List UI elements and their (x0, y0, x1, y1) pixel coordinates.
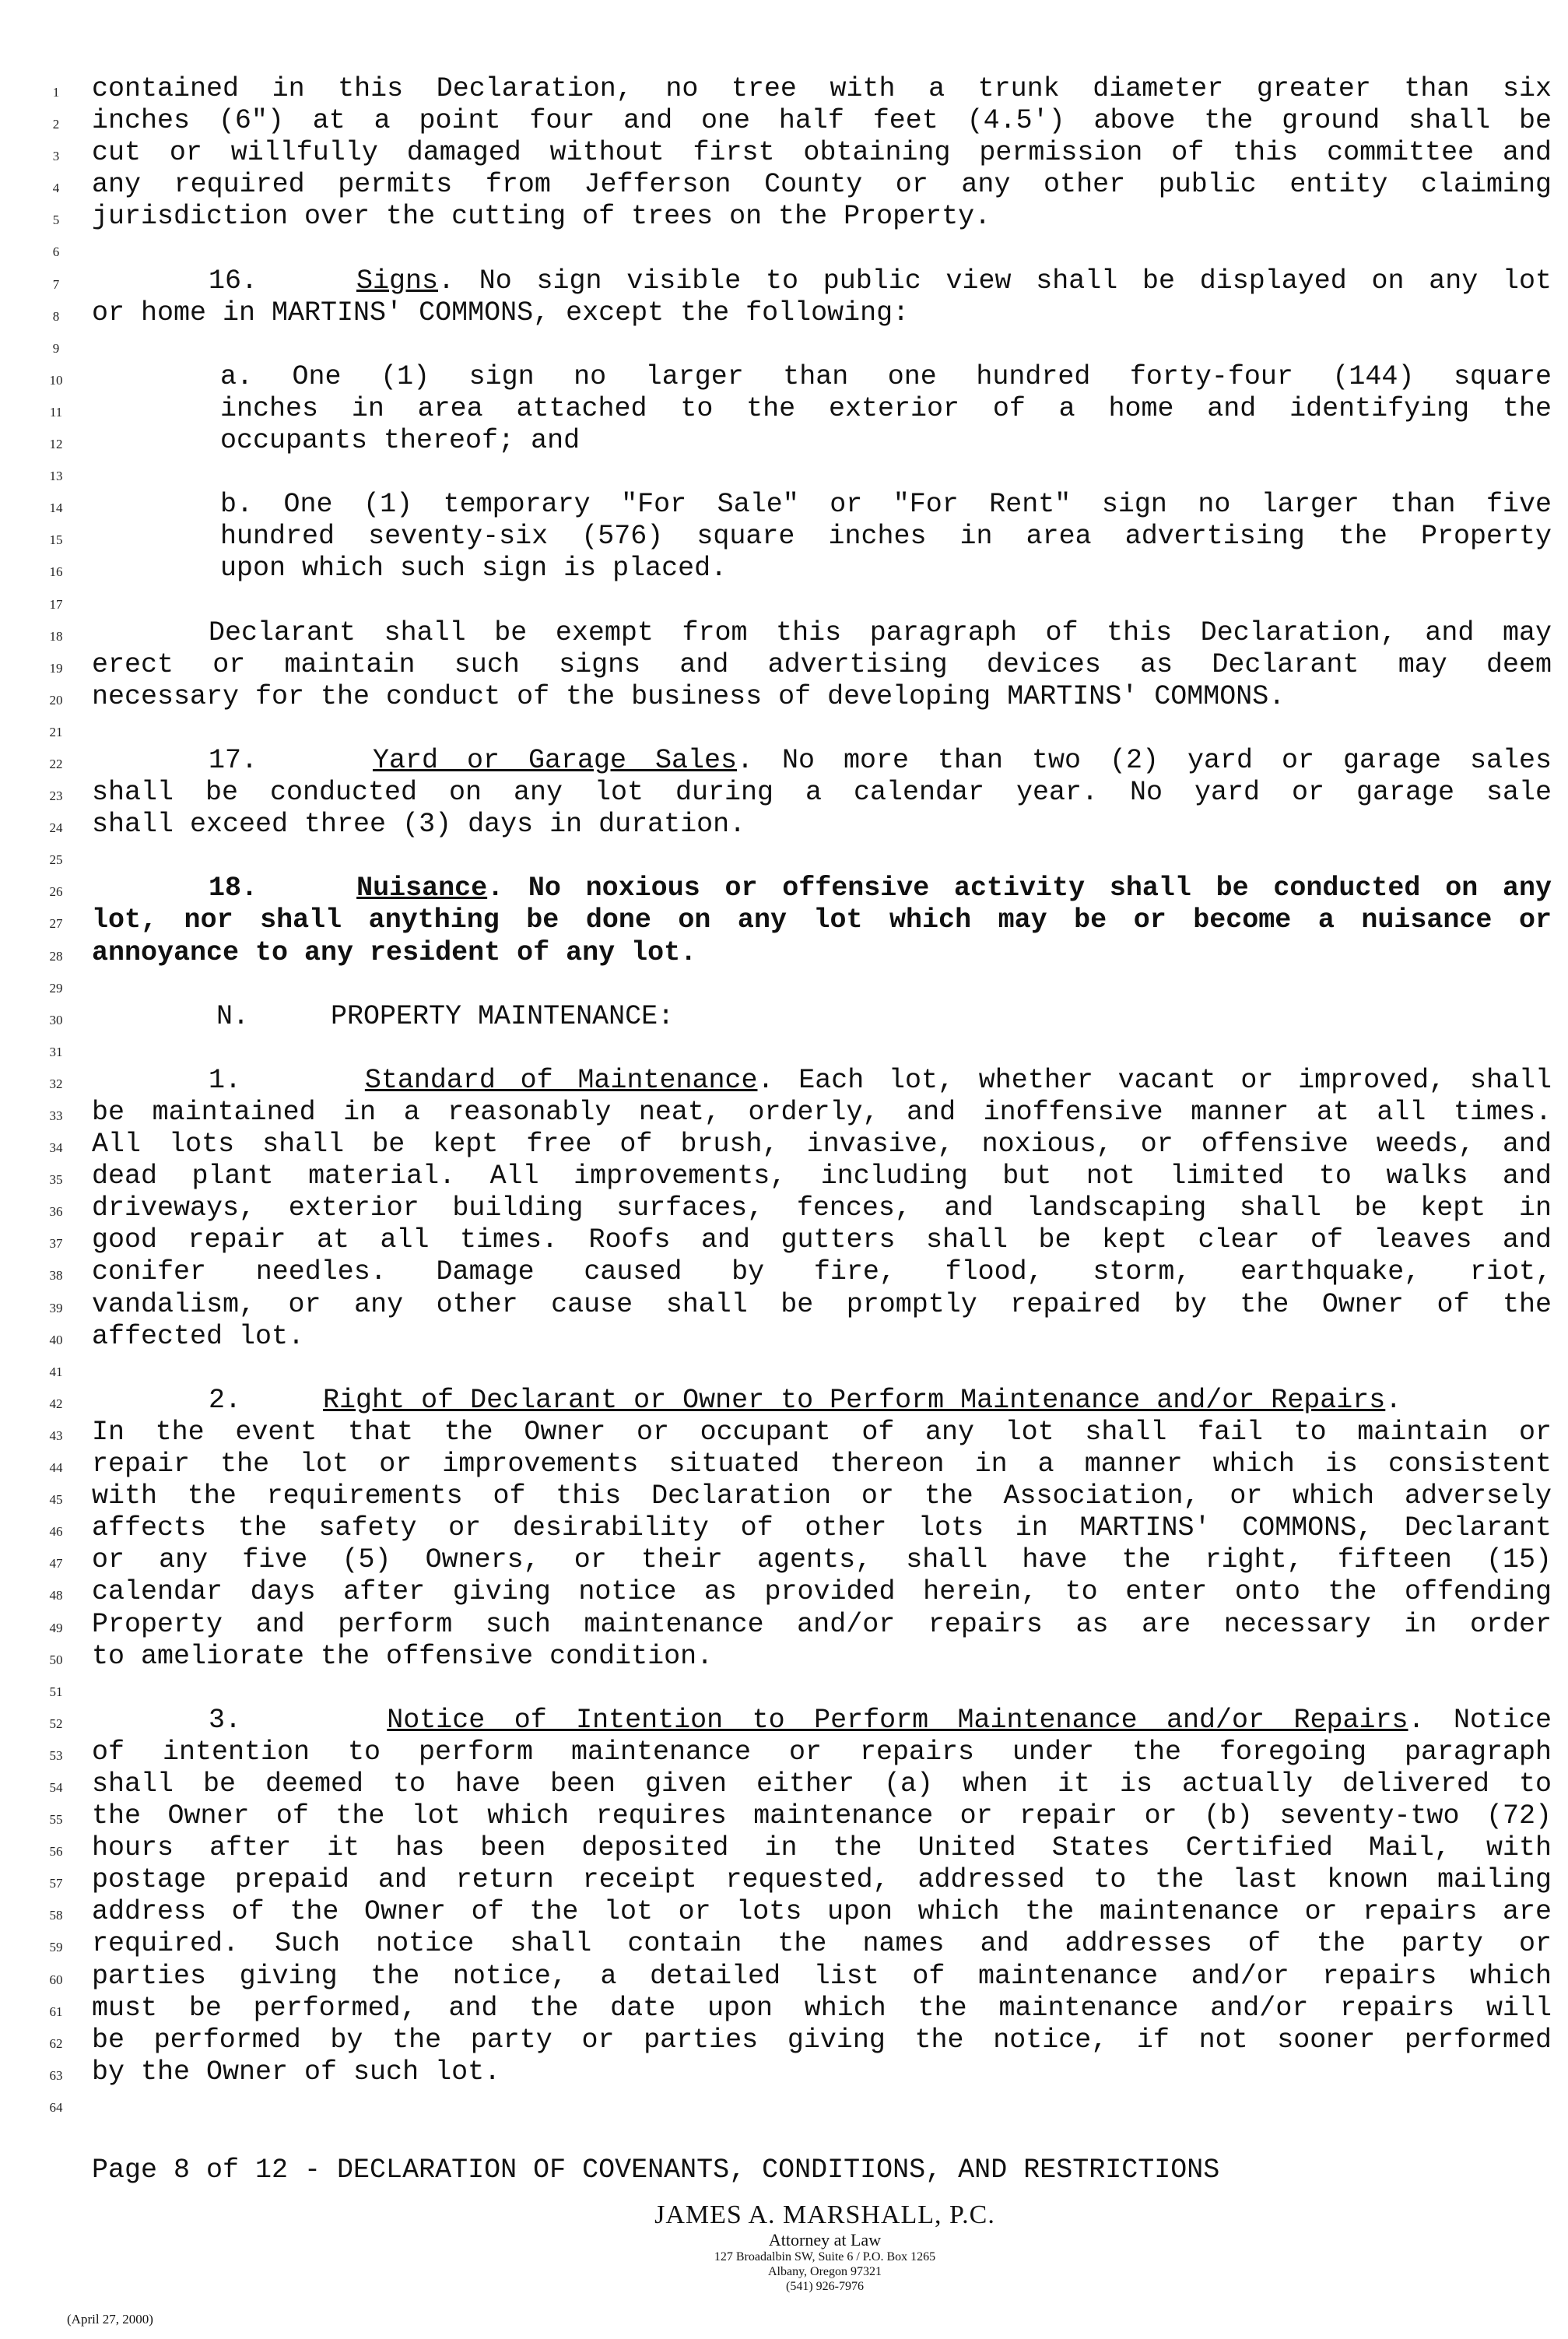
paragraph-line: hours after it has been deposited in the United States Certified Mail, with (92, 1832, 1552, 1864)
paragraph-line: inches in area attached to the exterior of a home and identifying the (220, 392, 1552, 424)
line-number: 22 (49, 756, 63, 771)
line-number: 41 (49, 1364, 63, 1379)
line-number: 7 (52, 276, 60, 292)
line-number: 43 (49, 1428, 63, 1443)
line-number: 2 (52, 117, 60, 132)
paragraph-line: the Owner of the lot which requires maintenance or repair or (b) seventy-two (72) (92, 1800, 1552, 1832)
line-number: 63 (49, 2067, 63, 2083)
paragraph-line: Property and perform such maintenance and/or repairs as are necessary in order (92, 1608, 1552, 1640)
section-heading: Nuisance (356, 873, 488, 904)
line-number: 25 (49, 852, 63, 868)
line-number: 27 (49, 916, 63, 932)
paragraph-line: In the event that the Owner or occupant of any lot shall fail to maintain or (92, 1416, 1552, 1448)
section-number: 3. (209, 1704, 242, 1736)
line-number: 6 (52, 244, 60, 260)
paragraph-line: of intention to perform maintenance or repairs under the foregoing paragraph (92, 1736, 1552, 1768)
line-number: 8 (52, 308, 60, 324)
paragraph-line: required. Such notice shall contain the names and addresses of the party or (92, 1928, 1552, 1960)
line-number: 38 (49, 1268, 63, 1284)
firm-name: JAMES A. MARSHALL, P.C. (654, 2200, 995, 2229)
paragraph-line: upon which such sign is placed. (220, 553, 728, 585)
paragraph-line: affects the safety or desirability of other lots in MARTINS' COMMONS, Declarant (92, 1512, 1552, 1544)
line-number: 32 (49, 1076, 63, 1091)
paragraph-line: inches (6") at a point four and one half feet (4.5') above the ground shall be (92, 105, 1552, 137)
section-heading: Notice of Intention to Perform Maintenance and/or Repairs (387, 1704, 1408, 1736)
paragraph-declarant-exemption (92, 617, 1552, 713)
line-number: 49 (49, 1620, 63, 1635)
paragraph-line: be maintained in a reasonably neat, orderly, and inoffensive manner at all times. (92, 1097, 1552, 1128)
line-number: 45 (49, 1492, 63, 1508)
line-number: 15 (49, 532, 63, 548)
line-number: 58 (49, 1908, 63, 1923)
section-n1-standard-of-maintenance (92, 1065, 1552, 1353)
paragraph-line: shall exceed three (3) days in duration. (92, 809, 746, 841)
paragraph-line: must be performed, and the date upon which the maintenance and/or repairs will (92, 1992, 1552, 2024)
line-number: 18 (49, 628, 63, 644)
line-number: 24 (49, 820, 63, 836)
paragraph-line: or any five (5) Owners, or their agents, shall have the right, fifteen (15) (92, 1544, 1552, 1576)
section-text: . (1385, 1384, 1402, 1416)
line-number: 50 (49, 1652, 63, 1667)
line-number: 29 (49, 980, 63, 996)
paragraph-line: conifer needles. Damage caused by fire, flood, storm, earthquake, riot, (92, 1256, 1552, 1288)
line-number: 39 (49, 1300, 63, 1315)
line-number: 36 (49, 1204, 63, 1220)
section-18-nuisance (92, 873, 1552, 968)
page-footer-title: Page 8 of 12 - DECLARATION OF COVENANTS, CONDITIONS, AND RESTRICTIONS (92, 2155, 1220, 2186)
subparagraph-b (92, 489, 1552, 585)
firm-title: Attorney at Law (768, 2230, 882, 2249)
line-number: 54 (49, 1779, 63, 1795)
section-n2-right-to-perform (92, 1385, 1552, 1673)
line-number-column (40, 76, 72, 2123)
paragraph-line: repair the lot or improvements situated thereon in a manner which is consistent (92, 1449, 1552, 1480)
line-number: 37 (49, 1236, 63, 1252)
paragraph-line: parties giving the notice, a detailed list of maintenance and/or repairs which (92, 1960, 1552, 1992)
section-heading: Standard of Maintenance (364, 1064, 758, 1096)
paragraph-line: vandalism, or any other cause shall be promptly repaired by the Owner of the (92, 1288, 1552, 1320)
line-number: 64 (49, 2099, 63, 2115)
paragraph-line: shall be deemed to have been given either (a) when it is actually delivered to (92, 1768, 1552, 1800)
section-heading: Yard or Garage Sales (372, 744, 737, 776)
line-number: 17 (49, 596, 63, 612)
line-number: 16 (49, 564, 63, 580)
paragraph-line: shall be conducted on any lot during a calendar year. No yard or garage sale (92, 777, 1552, 809)
paragraph-line: erect or maintain such signs and advertising devices as Declarant may deem (92, 648, 1552, 680)
section-number: 17. (209, 744, 258, 776)
paragraph-line: with the requirements of this Declaration or the Association, or which adversely (92, 1480, 1552, 1512)
line-number: 52 (49, 1716, 63, 1731)
line-number: 40 (49, 1332, 63, 1347)
line-number: 42 (49, 1396, 63, 1411)
line-number: 9 (52, 340, 60, 356)
line-number: 4 (52, 181, 60, 196)
section-heading: Right of Declarant or Owner to Perform Maintenance and/or Repairs (323, 1384, 1386, 1416)
line-number: 53 (49, 1747, 63, 1763)
paragraph-line: lot, nor shall anything be done on any lot which may be or become a nuisance or (92, 904, 1552, 936)
section-text: . No sign visible to public view shall be displayed on any lot (438, 265, 1552, 297)
line-number: 57 (49, 1876, 63, 1891)
firm-address: 127 Broadalbin SW, Suite 6 / P.O. Box 1265 (714, 2250, 936, 2263)
line-number: 3 (52, 149, 60, 164)
line-number: 5 (52, 212, 60, 228)
line-number: 26 (49, 884, 63, 900)
line-number: 56 (49, 1844, 63, 1860)
firm-city: Albany, Oregon 97321 (767, 2265, 882, 2278)
line-number: 19 (49, 660, 63, 676)
paragraph-line: by the Owner of such lot. (92, 2056, 501, 2088)
section-text: . Each lot, whether vacant or improved, shall (757, 1064, 1552, 1096)
paragraph-line: jurisdiction over the cutting of trees on the Property. (92, 201, 991, 233)
paragraph-line: necessary for the conduct of the business of developing MARTINS' COMMONS. (92, 680, 1286, 712)
paragraph-line: address of the Owner of the lot or lots upon which the maintenance or repairs are (92, 1896, 1552, 1928)
article-heading: N. PROPERTY MAINTENANCE: (216, 1000, 675, 1032)
line-number: 55 (49, 1812, 63, 1828)
paragraph-line: driveways, exterior building surfaces, fences, and landscaping shall be kept in (92, 1192, 1552, 1224)
section-number: 1. (209, 1064, 242, 1096)
line-number: 48 (49, 1588, 63, 1603)
paragraph-line: annoyance to any resident of any lot. (92, 936, 697, 968)
line-number: 34 (49, 1140, 63, 1156)
document-body (92, 73, 1552, 2088)
paragraph-line: All lots shall be kept free of brush, invasive, noxious, or offensive weeds, and (92, 1129, 1552, 1161)
line-number: 33 (49, 1108, 63, 1123)
section-16-signs (92, 265, 1552, 329)
line-number: 46 (49, 1524, 63, 1540)
line-number: 60 (49, 1972, 63, 1987)
line-number: 13 (49, 469, 63, 484)
line-number: 62 (49, 2035, 63, 2051)
section-number: 16. (209, 265, 258, 297)
revision-date: (April 27, 2000) (67, 2312, 153, 2327)
paragraph-line: affected lot. (92, 1320, 305, 1352)
line-number: 12 (49, 437, 63, 452)
section-text: . No more than two (2) yard or garage sales (737, 744, 1552, 776)
line-number: 44 (49, 1460, 63, 1476)
paragraph-line: Declarant shall be exempt from this paragraph of this Declaration, and may (209, 616, 1552, 648)
line-number: 35 (49, 1172, 63, 1188)
line-number: 20 (49, 692, 63, 708)
section-number: 18. (209, 873, 258, 904)
paragraph-line: dead plant material. All improvements, including but not limited to walks and (92, 1161, 1552, 1192)
paragraph-line: postage prepaid and return receipt requested, addressed to the last known mailing (92, 1864, 1552, 1896)
line-number: 14 (49, 500, 63, 516)
line-number: 30 (49, 1012, 63, 1027)
line-number: 11 (49, 404, 63, 420)
paragraph-line: contained in this Declaration, no tree with a trunk diameter greater than six (92, 73, 1552, 104)
subparagraph-a (92, 361, 1552, 457)
line-number: 1 (52, 85, 60, 100)
line-number: 61 (49, 2004, 63, 2019)
law-firm-block (545, 2200, 1105, 2294)
line-number: 59 (49, 1940, 63, 1955)
paragraph-line: a. One (1) sign no larger than one hundred forty-four (144) square (220, 360, 1552, 392)
paragraph-line: good repair at all times. Roofs and gutters shall be kept clear of leaves and (92, 1224, 1552, 1256)
line-number: 51 (49, 1684, 63, 1699)
paragraph-line: calendar days after giving notice as provided herein, to enter onto the offending (92, 1576, 1552, 1608)
paragraph-line: any required permits from Jefferson County or any other public entity claiming (92, 169, 1552, 201)
section-n3-notice-of-intention (92, 1705, 1552, 2088)
section-heading: Signs (356, 265, 438, 297)
section-text: or home in MARTINS' COMMONS, except the following: (92, 297, 910, 328)
paragraph-line: be performed by the party or parties giving the notice, if not sooner performed (92, 2024, 1552, 2056)
line-number: 28 (49, 948, 63, 964)
line-number: 47 (49, 1556, 63, 1572)
line-number: 31 (49, 1044, 63, 1059)
section-text: . No noxious or offensive activity shall be conducted on any (487, 873, 1552, 904)
section-text: . Notice (1408, 1704, 1552, 1736)
paragraph-line: hundred seventy-six (576) square inches in area advertising the Property (220, 521, 1552, 553)
paragraph-line: to ameliorate the offensive condition. (92, 1640, 714, 1672)
paragraph-line: occupants thereof; and (220, 425, 581, 457)
section-17-yard-sales (92, 745, 1552, 841)
line-number: 23 (49, 788, 63, 804)
paragraph-tree-protection (92, 73, 1552, 233)
line-number: 21 (49, 724, 63, 739)
line-number: 10 (49, 372, 63, 388)
firm-phone: (541) 926-7976 (786, 2280, 864, 2293)
section-number: 2. (209, 1384, 242, 1416)
paragraph-line: b. One (1) temporary "For Sale" or "For Rent" sign no larger than five (220, 489, 1552, 521)
paragraph-line: cut or willfully damaged without first obtaining permission of this committee and (92, 137, 1552, 169)
